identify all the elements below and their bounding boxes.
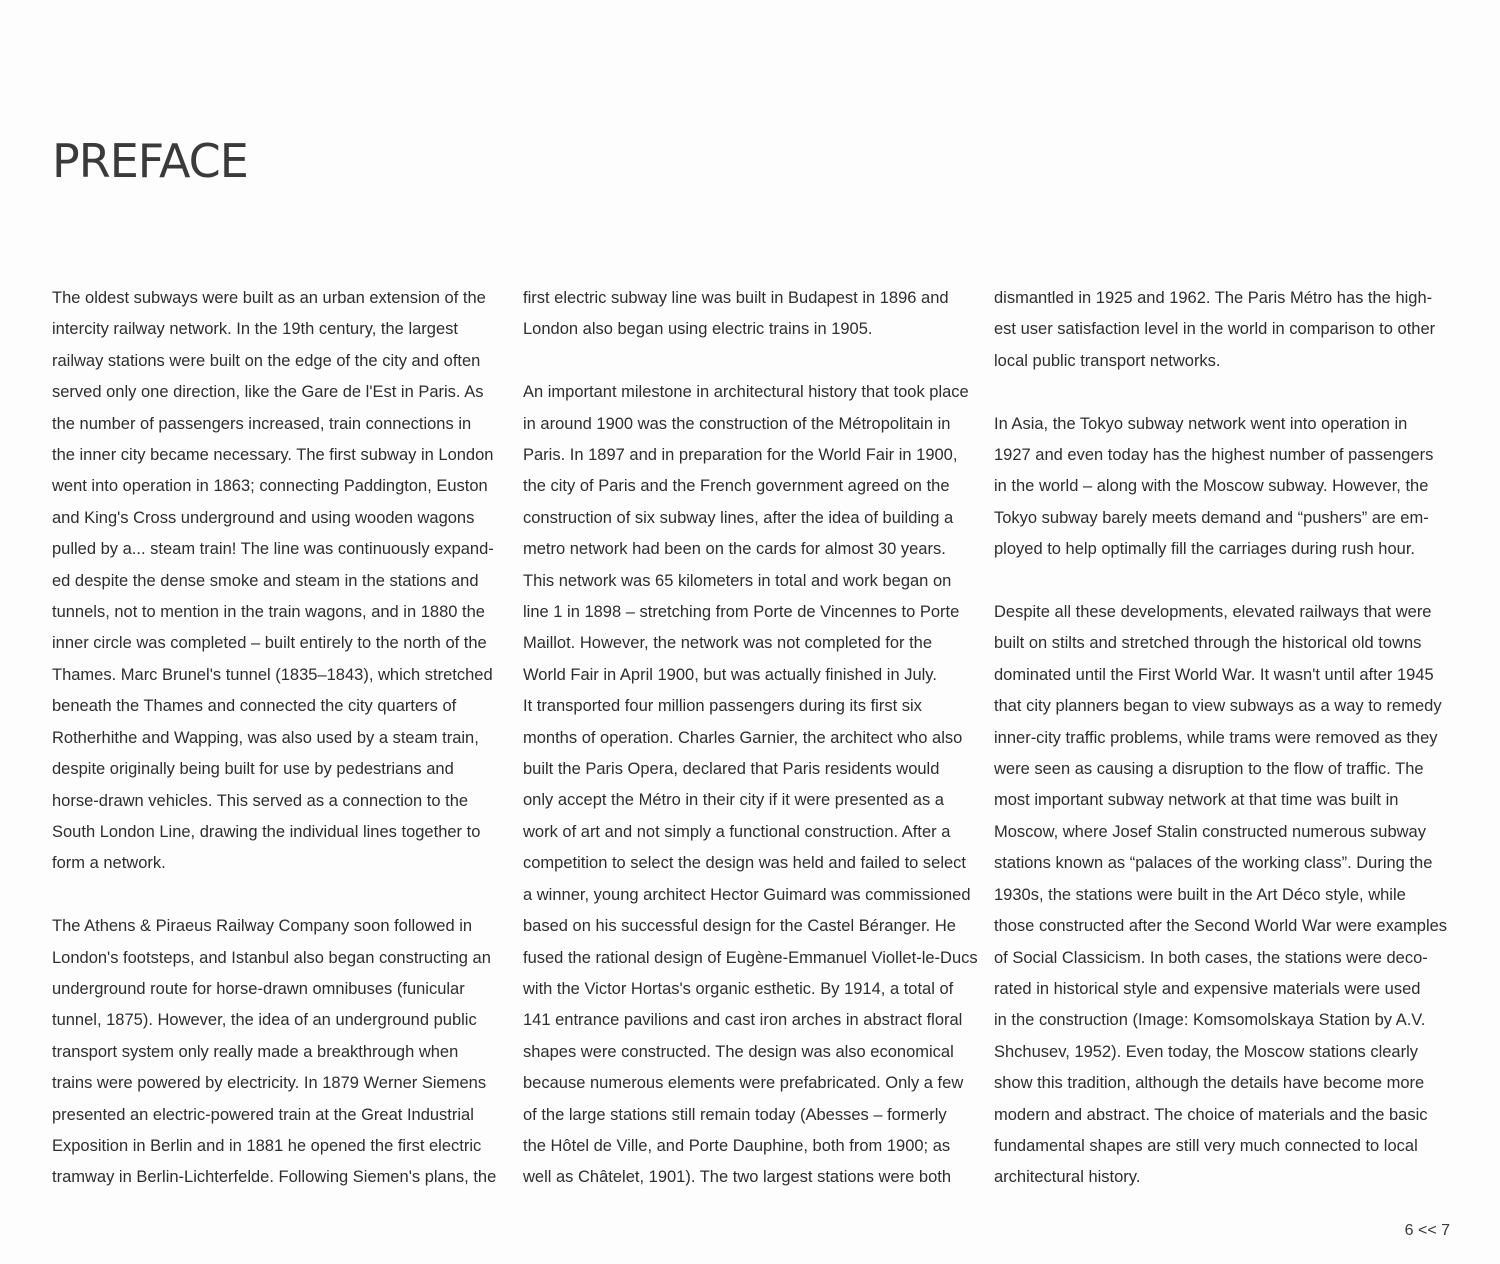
text-line: months of operation. Charles Garnier, the architect who also	[523, 728, 963, 747]
text-line: presented an electric-powered train at the Great Industrial	[52, 1105, 474, 1124]
text-line: 1927 and even today has the highest number of passengers	[994, 446, 1434, 465]
text-line: The oldest subways were built as an urban extension of the	[52, 289, 486, 307]
text-line: and King's Cross underground and using wooden wagons	[52, 508, 475, 527]
text-line: the number of passengers increased, train connections in	[52, 414, 472, 433]
text-line: This network was 65 kilometers in total and work began on	[523, 571, 952, 590]
paragraph	[994, 597, 1454, 1194]
text-line: well as Châtelet, 1901). The two largest stations were both	[523, 1168, 952, 1187]
text-line: Thames. Marc Brunel's tunnel (1835–1843), which stretched	[52, 665, 493, 684]
text-line: most important subway network at that time was built in	[994, 791, 1399, 810]
paragraph	[52, 911, 507, 1194]
text-line: inner-city traffic problems, while trams were removed as they	[994, 728, 1438, 747]
text-line: rated in historical style and expensive materials were used	[994, 979, 1421, 998]
text-line: first electric subway line was built in Budapest in 1896 and	[523, 289, 949, 307]
text-line: shapes were constructed. The design was also economical	[523, 1042, 954, 1061]
text-column-3	[994, 283, 1454, 1194]
text-line: London also began using electric trains in 1905.	[523, 320, 873, 339]
text-line: horse-drawn vehicles. This served as a connection to the	[52, 791, 469, 810]
text-line: show this tradition, although the details have become more	[994, 1074, 1425, 1093]
text-line: 1930s, the stations were built in the Art Déco style, while	[994, 885, 1406, 904]
text-line: Paris. In 1897 and in preparation for the World Fair in 1900,	[523, 446, 958, 465]
text-line: pulled by a... steam train! The line was continuously expand-	[52, 540, 494, 559]
text-line: beneath the Thames and connected the city quarters of	[52, 697, 457, 716]
paragraph	[994, 409, 1454, 566]
text-line: Exposition in Berlin and in 1881 he opened the first electric	[52, 1136, 482, 1155]
text-line: of Social Classicism. In both cases, the stations were deco-	[994, 948, 1428, 967]
text-line: In Asia, the Tokyo subway network went into operation in	[994, 414, 1408, 433]
text-line: transport system only really made a breakthrough when	[52, 1042, 459, 1061]
text-line: modern and abstract. The choice of materials and the basic	[994, 1105, 1428, 1124]
text-line: went into operation in 1863; connecting Paddington, Euston	[52, 477, 488, 496]
text-line: inner circle was completed – built entirely to the north of the	[52, 634, 487, 653]
text-line: a winner, young architect Hector Guimard was commissioned	[523, 885, 971, 904]
text-line: underground route for horse-drawn omnibuses (funicular	[52, 979, 465, 998]
text-line: 141 entrance pavilions and cast iron arches in abstract floral	[523, 1011, 963, 1030]
text-line: ed despite the dense smoke and steam in the stations and	[52, 571, 479, 590]
text-line: railway stations were built on the edge of the city and often	[52, 351, 481, 370]
text-line: built the Paris Opera, declared that Paris residents would	[523, 760, 940, 779]
text-line: Despite all these developments, elevated railways that were	[994, 603, 1432, 622]
text-line: work of art and not simply a functional construction. After a	[523, 822, 951, 841]
paragraph	[994, 283, 1454, 377]
paragraph	[523, 283, 978, 346]
text-line: tramway in Berlin-Lichterfelde. Following Siemen's plans, the	[52, 1168, 497, 1187]
text-line: were seen as causing a disruption to the flow of traffic. The	[994, 760, 1424, 779]
text-line: intercity railway network. In the 19th century, the largest	[52, 320, 458, 339]
text-line: built on stilts and stretched through the historical old towns	[994, 634, 1422, 653]
text-line: only accept the Métro in their city if it were presented as a	[523, 791, 944, 810]
text-line: Shchusev, 1952). Even today, the Moscow stations clearly	[994, 1042, 1419, 1061]
text-line: Tokyo subway barely meets demand and “pushers” are em-	[994, 508, 1429, 527]
text-line: the inner city became necessary. The first subway in London	[52, 446, 494, 465]
text-line: based on his successful design for the Castel Béranger. He	[523, 917, 956, 936]
text-line: ployed to help optimally fill the carriages during rush hour.	[994, 540, 1415, 559]
text-line: the city of Paris and the French government agreed on the	[523, 477, 950, 496]
text-line: dismantled in 1925 and 1962. The Paris Métro has the high-	[994, 289, 1433, 307]
text-line: local public transport networks.	[994, 351, 1221, 370]
paragraph	[52, 283, 507, 880]
text-line: trains were powered by electricity. In 1879 Werner Siemens	[52, 1074, 487, 1093]
text-line: est user satisfaction level in the world in comparison to other	[994, 320, 1436, 339]
text-line: with the Victor Hortas's organic esthetic. By 1914, a total of	[523, 979, 954, 998]
text-line: Moscow, where Josef Stalin constructed numerous subway	[994, 822, 1426, 841]
text-line: Rotherhithe and Wapping, was also used by a steam train,	[52, 728, 479, 747]
text-line: South London Line, drawing the individual lines together to	[52, 822, 481, 841]
text-line: the Hôtel de Ville, and Porte Dauphine, both from 1900; as	[523, 1136, 951, 1155]
text-line: fused the rational design of Eugène-Emmanuel Viollet-le-Ducs	[523, 948, 978, 967]
text-line: tunnels, not to mention in the train wagons, and in 1880 the	[52, 603, 485, 622]
text-line: metro network had been on the cards for almost 30 years.	[523, 540, 946, 559]
text-line: because numerous elements were prefabricated. Only a few	[523, 1074, 964, 1093]
text-line: stations known as “palaces of the working class”. During the	[994, 854, 1433, 873]
text-line: fundamental shapes are still very much connected to local	[994, 1136, 1418, 1155]
text-line: construction of six subway lines, after the idea of building a	[523, 508, 954, 527]
text-column-2	[523, 283, 978, 1194]
text-line: those constructed after the Second World War were examples	[994, 917, 1448, 936]
text-line: in around 1900 was the construction of the Métropolitain in	[523, 414, 951, 433]
text-line: London's footsteps, and Istanbul also began constructing an	[52, 948, 491, 967]
text-line: that city planners began to view subways as a way to remedy	[994, 697, 1442, 716]
text-line: tunnel, 1875). However, the idea of an underground public	[52, 1011, 477, 1030]
text-line: architectural history.	[994, 1168, 1141, 1187]
text-line: line 1 in 1898 – stretching from Porte de Vincennes to Porte	[523, 603, 960, 622]
text-column-1	[52, 283, 507, 1194]
text-line: in the construction (Image: Komsomolskaya Station by A.V.	[994, 1011, 1426, 1030]
text-line: dominated until the First World War. It wasn't until after 1945	[994, 665, 1434, 684]
page-number: 6 << 7	[1404, 1222, 1450, 1239]
text-line: competition to select the design was held and failed to select	[523, 854, 967, 873]
text-line: World Fair in April 1900, but was actually finished in July.	[523, 665, 937, 684]
text-line: Maillot. However, the network was not completed for the	[523, 634, 933, 653]
text-line: in the world – along with the Moscow subway. However, the	[994, 477, 1429, 496]
text-line: served only one direction, like the Gare de l'Est in Paris. As	[52, 383, 484, 402]
paragraph	[523, 377, 978, 1194]
page-title: PREFACE	[52, 134, 248, 188]
text-line: It transported four million passengers during its first six	[523, 697, 922, 716]
text-line: despite originally being built for use by pedestrians and	[52, 760, 454, 779]
text-line: of the large stations still remain today (Abesses – formerly	[523, 1105, 947, 1124]
text-line: form a network.	[52, 854, 166, 873]
text-line: The Athens & Piraeus Railway Company soon followed in	[52, 917, 473, 936]
text-line: An important milestone in architectural history that took place	[523, 383, 969, 402]
